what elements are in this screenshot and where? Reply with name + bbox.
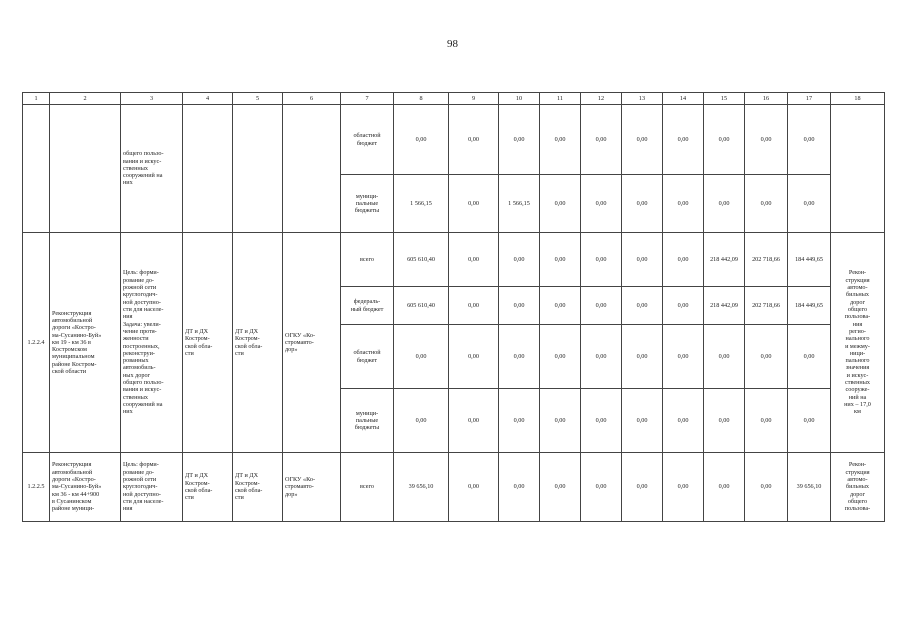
- value-cell: 0,00: [622, 105, 663, 175]
- value-cell: 0,00: [622, 287, 663, 325]
- value-cell: 0,00: [788, 389, 831, 453]
- value-cell: 0,00: [745, 325, 788, 389]
- funding-source: муници- пальные бюджеты: [341, 389, 394, 453]
- cont-col1: [23, 105, 50, 233]
- value-cell: 0,00: [622, 325, 663, 389]
- value-cell: 1 566,15: [394, 175, 449, 233]
- value-cell: 0,00: [622, 175, 663, 233]
- column-header: 15: [704, 93, 745, 105]
- value-cell: 0,00: [663, 287, 704, 325]
- value-cell: 0,00: [788, 175, 831, 233]
- value-cell: 0,00: [581, 325, 622, 389]
- header-row: [23, 93, 885, 105]
- column-header: 5: [233, 93, 283, 105]
- co-executor: ДТ и ДХ Костром- ской обла- сти: [233, 233, 283, 453]
- column-header: 17: [788, 93, 831, 105]
- value-cell: 605 610,40: [394, 233, 449, 287]
- column-header: 3: [121, 93, 183, 105]
- value-cell: 184 449,65: [788, 287, 831, 325]
- value-cell: 0,00: [540, 175, 581, 233]
- column-header: 4: [183, 93, 233, 105]
- funding-source: всего: [341, 453, 394, 522]
- value-cell: 0,00: [663, 325, 704, 389]
- value-cell: 0,00: [581, 287, 622, 325]
- value-cell: 184 449,65: [788, 233, 831, 287]
- responsible-executor: ДТ и ДХ Костром- ской обла- сти: [183, 453, 233, 522]
- value-cell: 0,00: [581, 233, 622, 287]
- value-cell: 0,00: [449, 453, 499, 522]
- measure-name: Реконструкция автомобильной дороги «Костро- ма-Сусанино-Буй» км 36 - км 44+900 в Сусанинском районе муници-: [50, 453, 121, 522]
- table-row: [23, 105, 885, 175]
- value-cell: 0,00: [663, 105, 704, 175]
- value-cell: 0,00: [663, 389, 704, 453]
- value-cell: 0,00: [540, 105, 581, 175]
- value-cell: 0,00: [394, 105, 449, 175]
- funding-source: областной бюджет: [341, 325, 394, 389]
- value-cell: 0,00: [499, 233, 540, 287]
- goal-cell: Цель: форми- рование до- рожной сети круглогодич- ной доступно- сти для населе- ния: [121, 453, 183, 522]
- column-header: 9: [449, 93, 499, 105]
- value-cell: 0,00: [499, 287, 540, 325]
- participant: ОГКУ «Ко- стромавто- дор»: [283, 453, 341, 522]
- column-header: 12: [581, 93, 622, 105]
- value-cell: 0,00: [745, 389, 788, 453]
- value-cell: 0,00: [745, 175, 788, 233]
- value-cell: 39 656,10: [788, 453, 831, 522]
- funding-source: всего: [341, 233, 394, 287]
- column-header: 16: [745, 93, 788, 105]
- value-cell: 0,00: [704, 453, 745, 522]
- value-cell: 0,00: [449, 233, 499, 287]
- value-cell: 0,00: [788, 105, 831, 175]
- expected-result: Рекон- струкция автомо- бильных дорог общего пользова-: [831, 453, 885, 522]
- value-cell: 0,00: [449, 325, 499, 389]
- cont-col2: [50, 105, 121, 233]
- value-cell: 1 566,15: [499, 175, 540, 233]
- value-cell: 0,00: [663, 233, 704, 287]
- program-table: [22, 92, 885, 522]
- column-header: 2: [50, 93, 121, 105]
- goal-cell: Цель: форми- рование до- рожной сети круглогодич- ной доступно- сти для населе- ния Задача: увели- чение протя- женности построенных, реконструи- рованных автомобиль- ных дорог общего пользо- вания и искус- ственных сооружений на них: [121, 233, 183, 453]
- value-cell: 0,00: [540, 325, 581, 389]
- value-cell: 0,00: [499, 105, 540, 175]
- value-cell: 0,00: [540, 389, 581, 453]
- value-cell: 0,00: [704, 175, 745, 233]
- cont-col18: [831, 105, 885, 233]
- value-cell: 0,00: [622, 389, 663, 453]
- value-cell: 39 656,10: [394, 453, 449, 522]
- value-cell: 0,00: [704, 105, 745, 175]
- responsible-executor: ДТ и ДХ Костром- ской обла- сти: [183, 233, 233, 453]
- table-row: [23, 453, 885, 522]
- column-header: 11: [540, 93, 581, 105]
- value-cell: 0,00: [622, 233, 663, 287]
- value-cell: 0,00: [540, 453, 581, 522]
- cont-purpose-cell: общего пользо- вания и искус- ственных сооружений на них: [121, 105, 183, 233]
- measure-name: Реконструкция автомобильной дороги «Костро- ма-Сусанино-Буй» км 19 - км 36 в Костромском муниципальном районе Костром- ской области: [50, 233, 121, 453]
- item-number: 1.2.2.5: [23, 453, 50, 522]
- cont-col4: [183, 105, 233, 233]
- value-cell: 218 442,09: [704, 287, 745, 325]
- column-header: 7: [341, 93, 394, 105]
- value-cell: 0,00: [663, 175, 704, 233]
- value-cell: 0,00: [540, 287, 581, 325]
- value-cell: 0,00: [788, 325, 831, 389]
- expected-result: Рекон- струкция автомо- бильных дорог общего пользова- ния регио- нального и межму- ници- пального значения и искус- ственных сооруже- ний на них – 17,0 км: [831, 233, 885, 453]
- column-header: 14: [663, 93, 704, 105]
- funding-source: областной бюджет: [341, 105, 394, 175]
- value-cell: 0,00: [581, 453, 622, 522]
- column-header: 18: [831, 93, 885, 105]
- value-cell: 0,00: [581, 175, 622, 233]
- co-executor: ДТ и ДХ Костром- ской обла- сти: [233, 453, 283, 522]
- funding-source: муници- пальные бюджеты: [341, 175, 394, 233]
- value-cell: 0,00: [449, 175, 499, 233]
- value-cell: 202 718,66: [745, 287, 788, 325]
- value-cell: 202 718,66: [745, 233, 788, 287]
- value-cell: 0,00: [394, 389, 449, 453]
- participant: ОГКУ «Ко- стромавто- дор»: [283, 233, 341, 453]
- value-cell: 0,00: [499, 453, 540, 522]
- value-cell: 0,00: [540, 233, 581, 287]
- value-cell: 605 610,40: [394, 287, 449, 325]
- value-cell: 218 442,09: [704, 233, 745, 287]
- value-cell: 0,00: [704, 389, 745, 453]
- value-cell: 0,00: [622, 453, 663, 522]
- value-cell: 0,00: [499, 389, 540, 453]
- column-header: 13: [622, 93, 663, 105]
- value-cell: 0,00: [581, 105, 622, 175]
- value-cell: 0,00: [663, 453, 704, 522]
- value-cell: 0,00: [499, 325, 540, 389]
- column-header: 8: [394, 93, 449, 105]
- value-cell: 0,00: [449, 389, 499, 453]
- funding-source: федераль- ный бюджет: [341, 287, 394, 325]
- column-header: 10: [499, 93, 540, 105]
- value-cell: 0,00: [745, 105, 788, 175]
- value-cell: 0,00: [394, 325, 449, 389]
- value-cell: 0,00: [581, 389, 622, 453]
- value-cell: 0,00: [449, 105, 499, 175]
- item-number: 1.2.2.4: [23, 233, 50, 453]
- value-cell: 0,00: [745, 453, 788, 522]
- cont-col6: [283, 105, 341, 233]
- value-cell: 0,00: [449, 287, 499, 325]
- column-header: 6: [283, 93, 341, 105]
- cont-col5: [233, 105, 283, 233]
- value-cell: 0,00: [704, 325, 745, 389]
- page-number: 98: [447, 38, 458, 50]
- column-header: 1: [23, 93, 50, 105]
- table-row: [23, 233, 885, 287]
